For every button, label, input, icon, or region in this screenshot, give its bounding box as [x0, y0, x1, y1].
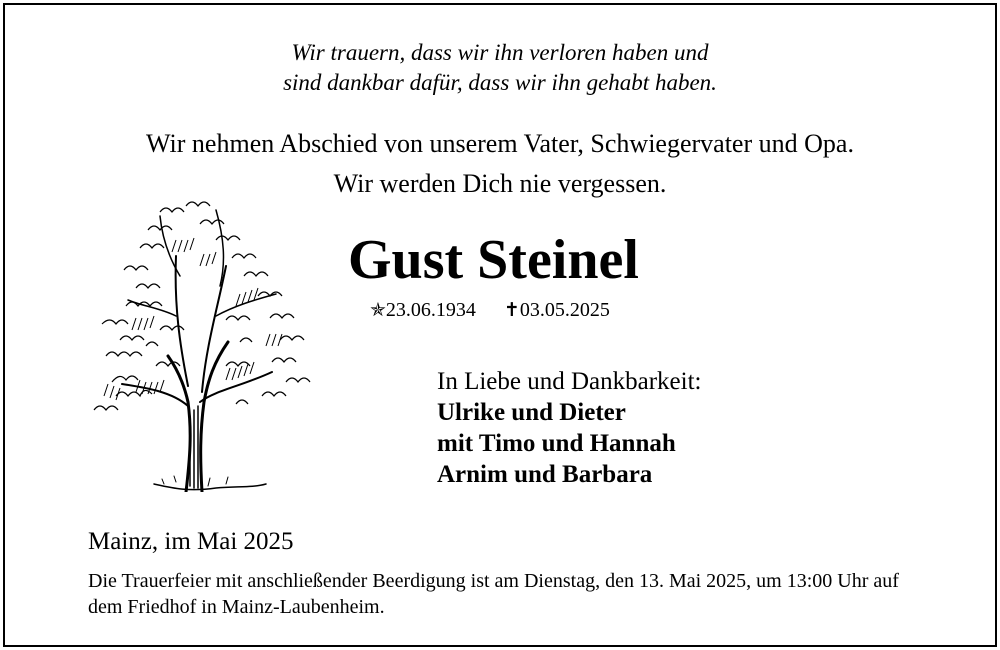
mourner-line-2: mit Timo und Hannah	[437, 430, 676, 457]
motto-line-1: Wir trauern, dass wir ihn verloren haben und	[291, 40, 709, 65]
farewell-line-2: Wir werden Dich nie vergessen.	[333, 169, 667, 198]
motto-line-2: sind dankbar dafür, dass wir ihn gehabt haben.	[283, 70, 717, 95]
death-date: 03.05.2025	[519, 299, 610, 321]
tree-icon	[76, 196, 326, 492]
birth-star-icon: ✯	[370, 300, 386, 321]
mourner-line-1: Ulrike und Dieter	[437, 399, 626, 426]
death-cross-icon: ✝	[503, 300, 520, 321]
mourners-block	[437, 366, 702, 490]
place-date: Mainz, im Mai 2025	[88, 528, 294, 555]
life-dates	[370, 296, 610, 325]
funeral-notice: Die Trauerfeier mit anschließender Beerdigung ist am Dienstag, den 13. Mai 2025, um 13:00 Uhr auf dem Friedhof in Mainz-Laubenheim.	[88, 570, 899, 618]
birth-date: 23.06.1934	[385, 299, 476, 321]
mourner-line-3: Arnim und Barbara	[437, 461, 653, 488]
deceased-name: Gust Steinel	[348, 229, 639, 291]
farewell-line-1: Wir nehmen Abschied von unserem Vater, Schwiegervater und Opa.	[146, 129, 854, 158]
mourners-intro: In Liebe und Dankbarkeit:	[437, 368, 702, 395]
